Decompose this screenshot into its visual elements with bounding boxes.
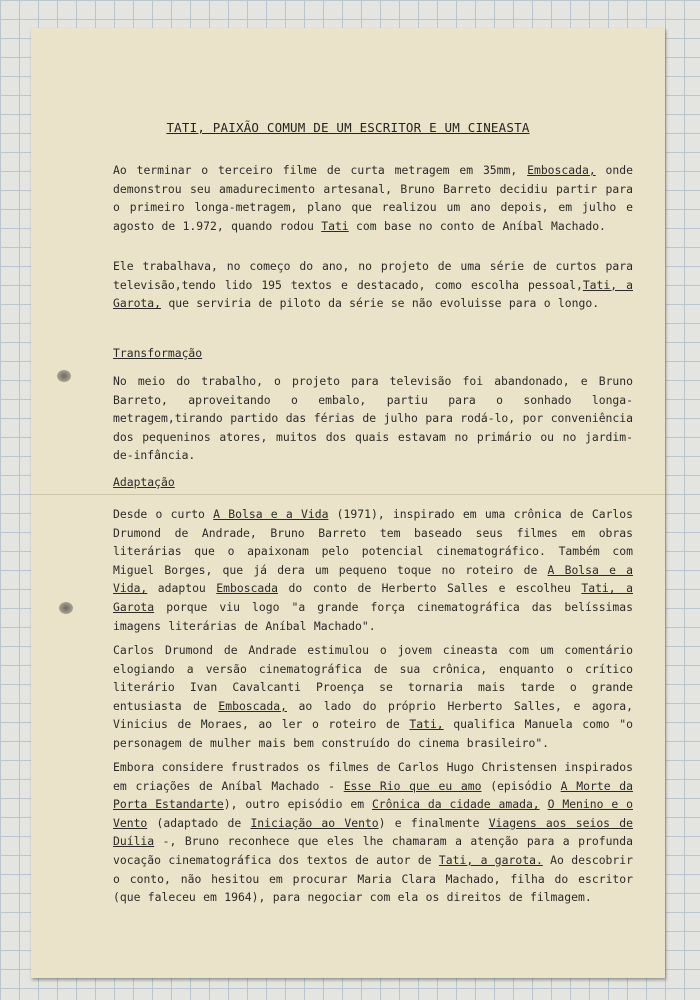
adaptacao-paragraph-1: Desde o curto A Bolsa e a Vida (1971), inspirado em uma crônica de Carlos Drumond de Andrade, Bruno Barreto tem baseado seus filmes em obras literárias que o apaixonam pelo potencial cinematográfico. Também com Miguel Borges, que já dera um pequeno toque no roteiro de A Bolsa e a Vida, adaptou Emboscada do conto de Herberto Salles e escolheu Tati, a Garota porque viu logo "a grande força cinematográfica das belíssimas imagens literárias de Aníbal Machado". [113, 507, 634, 633]
punch-hole-bottom [59, 602, 73, 614]
page-title: TATI, PAIXÃO COMUM DE UM ESCRITOR E UM CINEASTA [166, 120, 530, 135]
intro-paragraph-1: Ao terminar o terceiro filme de curta metragem em 35mm, Emboscada, onde demonstrou seu amadurecimento artesanal, Bruno Barreto decidiu partir para o primeiro longa-metragem, plano que realizou um ano depois, em julho e agosto de 1.972, quando rodou Tati com base no conto de Aníbal Machado. [113, 163, 633, 233]
intro-paragraph-2: Ele trabalhava, no começo do ano, no projeto de uma série de curtos para televisão,tendo lido 195 textos e destacado, como escolha pessoal,Tati, a Garota, que serviria de piloto da série se não evoluisse para o longo. [113, 259, 633, 311]
paper-fold-line [31, 494, 665, 495]
punch-hole-top [57, 370, 71, 382]
adaptacao-paragraph-3: Embora considere frustrados os filmes de Carlos Hugo Christensen inspirados em criações de Aníbal Machado - Esse Rio que eu amo (episódio A Morte da Porta Estandarte), outro episódio em Crônica da cidade amada, O Menino e o Vento (adaptado de Iniciação ao Vento) e finalmente Viagens aos seios de Duília -, Bruno reconhece que eles lhe chamaram a atenção para a profunda vocação cinematográfica dos textos de autor de Tati, a garota. Ao descobrir o conto, não hesitou em procurar Maria Clara Machado, filha do escritor (que faleceu em 1964), para negociar com ela os direitos de filmagem. [113, 760, 633, 905]
adaptacao-paragraph-2: Carlos Drumond de Andrade estimulou o jovem cineasta com um comentário elogiando a versão cinematográfica de sua crônica, enquanto o crítico literário Ivan Cavalcanti Proença se tornaria mais tarde o grande entusiasta de Emboscada, ao lado do próprio Herberto Salles, e agora, Vinicius de Moraes, ao ler o roteiro de Tati, qualifica Manuela como "o personagem de mulher mais bem construído do cinema brasileiro". [113, 643, 633, 750]
section-heading-adaptacao: Adaptação [113, 475, 175, 489]
typewritten-page [31, 28, 665, 978]
transformacao-paragraph: No meio do trabalho, o projeto para televisão foi abandonado, e Bruno Barreto, aproveitando o embalo, partiu para o sonhado longa-metragem,tirando partido das férias de julho para rodá-lo, por conveniência dos pequeninos atores, muitos dos quais estavam no primário ou no jardim-de-infância. [113, 374, 633, 463]
section-heading-transformacao: Transformação [113, 346, 203, 360]
